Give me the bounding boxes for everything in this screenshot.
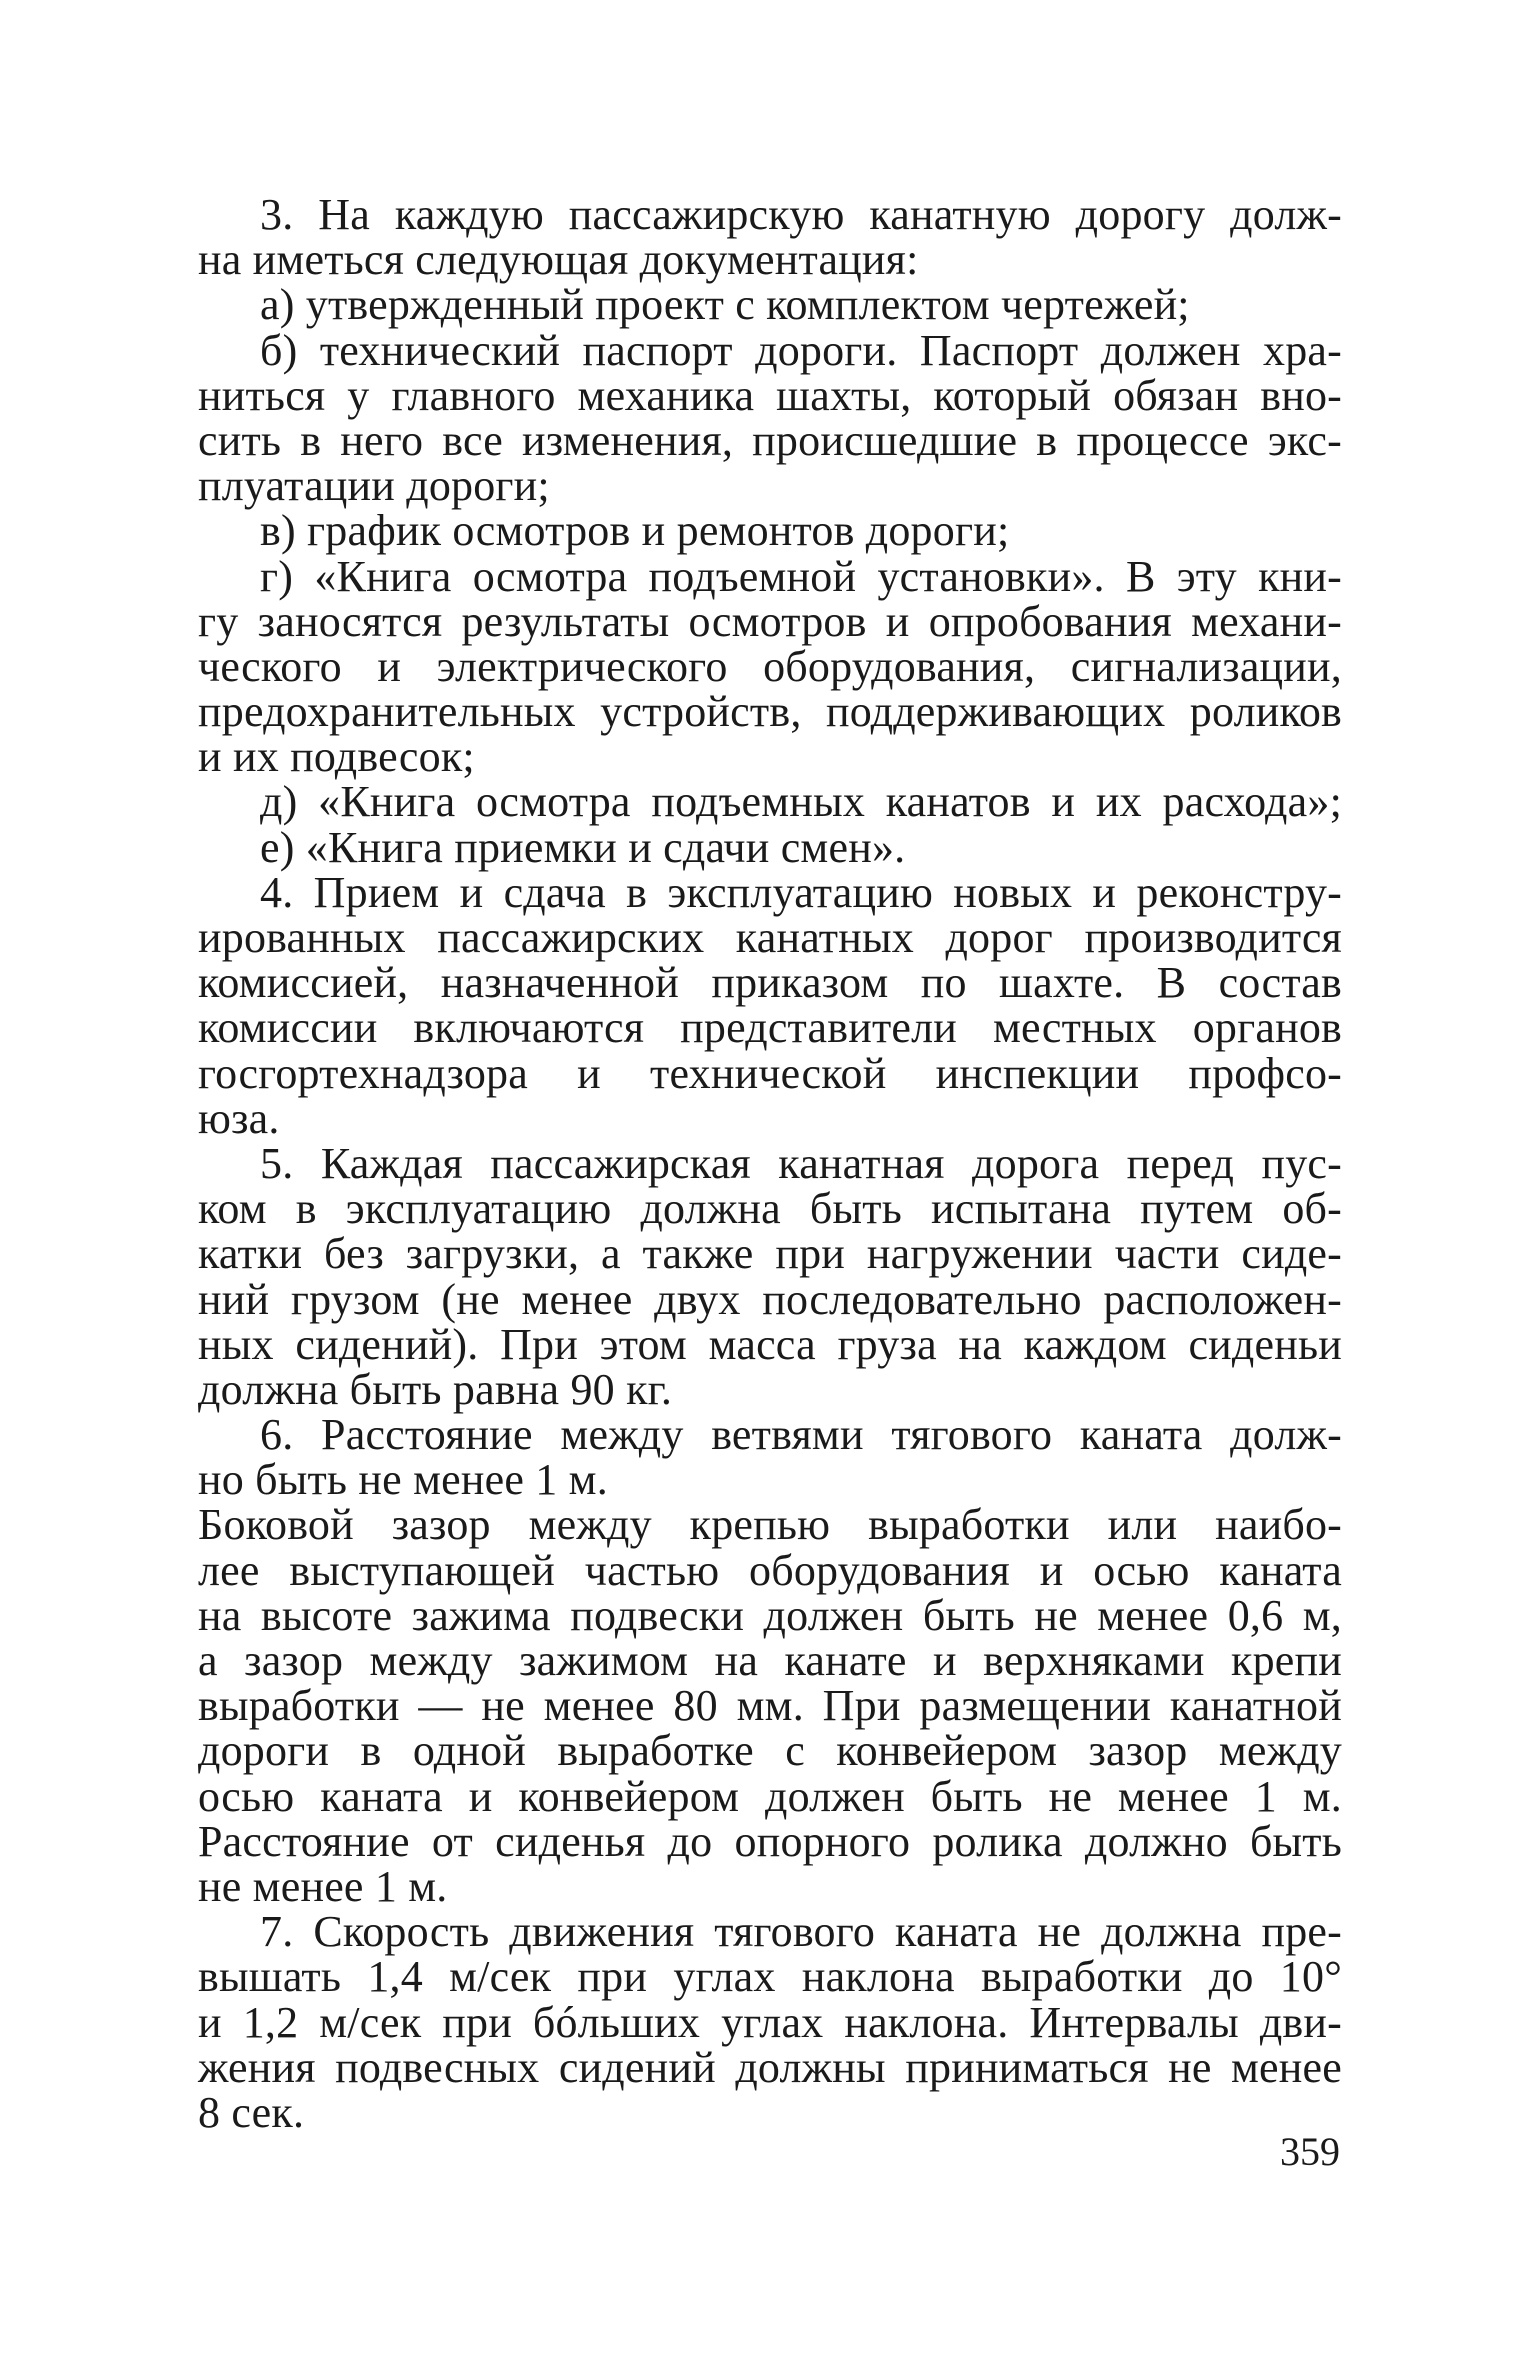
text-line: ний грузом (не менее двух последовательно расположен- — [198, 1274, 1342, 1324]
text-line: на иметься следующая документация: — [198, 235, 919, 285]
text-line: плуатации дороги; — [198, 461, 550, 511]
text-line: не менее 1 м. — [198, 1861, 448, 1911]
body-text — [198, 192, 1342, 2135]
text-line: катки без загрузки, а также при нагружении части сиде- — [198, 1229, 1342, 1279]
text-line: жения подвесных сидений должны приниматься не менее — [198, 2042, 1342, 2092]
text-line: а) утвержденный проект с комплектом чертежей; — [260, 280, 1190, 330]
text-line: 6. Расстояние между ветвями тягового каната долж- — [260, 1410, 1342, 1460]
text-line: на высоте зажима подвески должен быть не менее 0,6 м, — [198, 1590, 1342, 1640]
text-line: 4. Прием и сдача в эксплуатацию новых и реконстру- — [260, 867, 1342, 917]
text-line: д) «Книга осмотра подъемных канатов и их расхода»; — [260, 777, 1342, 827]
text-line: ниться у главного механика шахты, который обязан вно- — [198, 370, 1342, 420]
text-line: Расстояние от сиденья до опорного ролика должно быть — [198, 1816, 1342, 1866]
text-line: и 1,2 м/сек при бóльших углах наклона. Интервалы дви- — [198, 1997, 1342, 2047]
text-line: лее выступающей частью оборудования и осью каната — [198, 1545, 1342, 1595]
text-line: ком в эксплуатацию должна быть испытана путем об- — [198, 1184, 1342, 1234]
page-number: 359 — [1280, 2129, 1340, 2174]
text-line: предохранительных устройств, поддерживающих роликов — [198, 687, 1342, 737]
text-line: а зазор между зажимом на канате и верхняками крепи — [198, 1636, 1342, 1685]
text-line: госгортехнадзора и технической инспекции профсо- — [198, 1048, 1342, 1098]
text-line: гу заносятся результаты осмотров и опробования механи- — [198, 596, 1342, 646]
text-line: ированных пассажирских канатных дорог производится — [198, 913, 1342, 962]
text-line: юза. — [198, 1093, 280, 1143]
text-line: дороги в одной выработке с конвейером зазор между — [198, 1726, 1342, 1776]
text-line: должна быть равна 90 кг. — [198, 1364, 673, 1414]
text-line: комиссией, назначенной приказом по шахте. В состав — [198, 958, 1342, 1008]
text-line: Боковой зазор между крепью выработки или наибо- — [198, 1500, 1342, 1550]
text-line: 3. На каждую пассажирскую канатную дорогу долж- — [260, 190, 1342, 239]
text-line: е) «Книга приемки и сдачи смен». — [260, 822, 906, 872]
text-line: выработки — не менее 80 мм. При размещении канатной — [198, 1681, 1342, 1731]
text-line: б) технический паспорт дороги. Паспорт должен хра- — [260, 325, 1342, 375]
text-line: осью каната и конвейером должен быть не менее 1 м. — [198, 1771, 1342, 1821]
text-line: ных сидений). При этом масса груза на каждом сиденьи — [198, 1319, 1342, 1369]
text-line: 5. Каждая пассажирская канатная дорога перед пус- — [260, 1138, 1342, 1188]
text-line: комиссии включаются представители местных органов — [198, 1003, 1342, 1053]
text-line: и их подвесок; — [198, 732, 475, 782]
text-line: вышать 1,4 м/сек при углах наклона выработки до 10° — [198, 1952, 1342, 2002]
text-line: сить в него все изменения, происшедшие в процессе экс- — [198, 415, 1342, 465]
text-line: г) «Книга осмотра подъемной установки». В эту кни- — [260, 551, 1342, 601]
text-line: 8 сек. — [198, 2087, 305, 2137]
text-line: 7. Скорость движения тягового каната не должна пре- — [260, 1907, 1342, 1957]
text-line: ческого и электрического оборудования, сигнализации, — [198, 641, 1342, 691]
text-line: в) график осмотров и ремонтов дороги; — [260, 506, 1010, 556]
text-line: но быть не менее 1 м. — [198, 1455, 608, 1505]
